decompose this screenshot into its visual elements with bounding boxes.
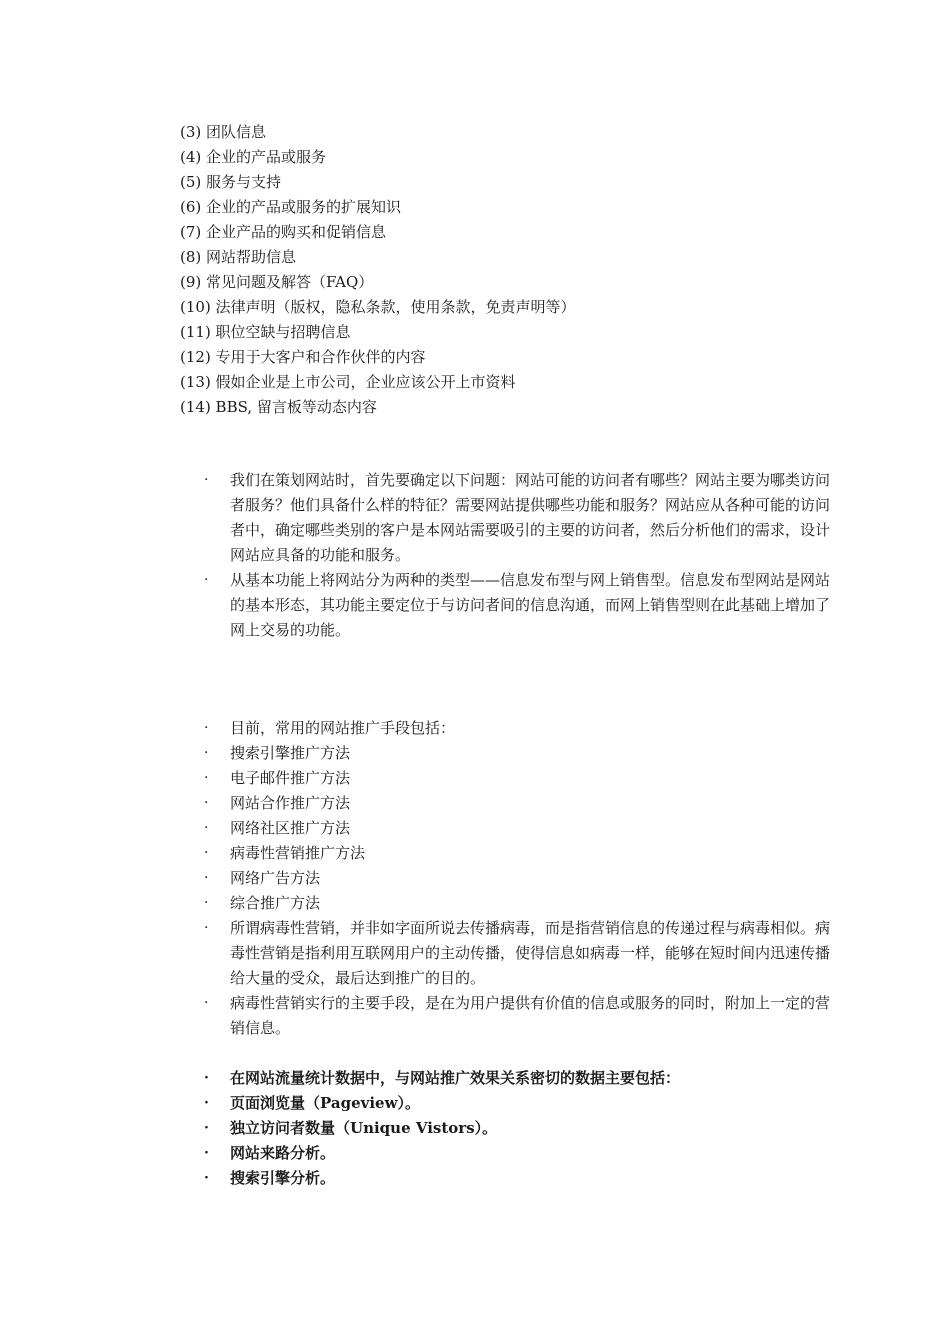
- bullet-text: 页面浏览量（Pageview）。: [230, 1094, 420, 1112]
- numbered-item: (10) 法律声明（版权，隐私条款，使用条款，免责声明等）: [180, 298, 576, 316]
- bullet-item: [204, 468, 840, 568]
- bullet-item: [204, 1116, 840, 1141]
- bullet-text: 网站来路分析。: [230, 1144, 336, 1162]
- numbered-item: (11) 职位空缺与招聘信息: [180, 323, 351, 341]
- bullet-text: 网络广告方法: [230, 869, 321, 887]
- numbered-item: (3) 团队信息: [180, 123, 267, 141]
- bullet-icon: ·: [204, 795, 209, 811]
- bullet-icon: ·: [204, 1070, 209, 1086]
- bullet-item: [204, 1141, 840, 1166]
- bullet-text: 网络社区推广方法: [230, 819, 351, 837]
- bullet-text: 网站合作推广方法: [230, 794, 351, 812]
- bullet-icon: ·: [204, 845, 209, 861]
- website-planning-bullets: [204, 468, 840, 643]
- promotion-methods-bullets: [204, 716, 840, 1041]
- bullet-icon: ·: [204, 1120, 209, 1136]
- bullet-text: 在网站流量统计数据中，与网站推广效果关系密切的数据主要包括：: [230, 1069, 681, 1087]
- numbered-item: (14) BBS, 留言板等动态内容: [180, 398, 377, 416]
- bullet-item: [204, 1066, 840, 1091]
- bullet-text: 所谓病毒性营销，并非如字面所说去传播病毒，而是指营销信息的传递过程与病毒相似。病毒性营销是指利用互联网用户的主动传播，使得信息如病毒一样，能够在短时间内迅速传播给大量的受众，最后达到推广的目的。: [230, 919, 831, 987]
- bullet-text: 从基本功能上将网站分为两种的类型——信息发布型与网上销售型。信息发布型网站是网站的基本形态，其功能主要定位于与访问者间的信息沟通，而网上销售型则在此基础上增加了网上交易的功能。: [230, 571, 831, 639]
- bullet-text: 搜索引擎推广方法: [230, 744, 351, 762]
- bullet-icon: ·: [204, 770, 209, 786]
- bullet-item: [204, 791, 840, 816]
- bullet-icon: ·: [204, 720, 209, 736]
- bullet-text: 综合推广方法: [230, 894, 321, 912]
- numbered-item: (8) 网站帮助信息: [180, 248, 297, 266]
- bullet-icon: ·: [204, 1145, 209, 1161]
- numbered-item: (9) 常见问题及解答（FAQ）: [180, 273, 374, 291]
- bullet-text: 我们在策划网站时，首先要确定以下问题：网站可能的访问者有哪些？网站主要为哪类访问者服务？他们具备什么样的特征？需要网站提供哪些功能和服务？网站应从各种可能的访问者中，确定哪些类别的客户是本网站需要吸引的主要的访问者，然后分析他们的需求，设计网站应具备的功能和服务。: [230, 471, 831, 564]
- bullet-icon: ·: [204, 820, 209, 836]
- bullet-item: [204, 1166, 840, 1191]
- bullet-icon: ·: [204, 895, 209, 911]
- bullet-text: 独立访问者数量（Unique Vistors）。: [230, 1119, 498, 1137]
- traffic-stats-bullets: [204, 1066, 840, 1191]
- bullet-icon: ·: [204, 745, 209, 761]
- numbered-item: (12) 专用于大客户和合作伙伴的内容: [180, 348, 426, 366]
- bullet-item: [204, 568, 840, 643]
- numbered-item: (6) 企业的产品或服务的扩展知识: [180, 198, 402, 216]
- bullet-icon: ·: [204, 995, 209, 1011]
- bullet-text: 搜索引擎分析。: [230, 1169, 336, 1187]
- bullet-icon: ·: [204, 1170, 209, 1186]
- bullet-icon: ·: [204, 870, 209, 886]
- numbered-list: [180, 120, 840, 420]
- bullet-item: [204, 816, 840, 841]
- numbered-item: (13) 假如企业是上市公司，企业应该公开上市资料: [180, 373, 516, 391]
- bullet-item: [204, 891, 840, 916]
- bullet-text: 病毒性营销实行的主要手段，是在为用户提供有价值的信息或服务的同时，附加上一定的营销信息。: [230, 994, 831, 1037]
- bullet-item: [204, 741, 840, 766]
- numbered-item: (7) 企业产品的购买和促销信息: [180, 223, 387, 241]
- bullet-item: [204, 991, 840, 1041]
- bullet-text: 病毒性营销推广方法: [230, 844, 366, 862]
- numbered-item: (5) 服务与支持: [180, 173, 282, 191]
- bullet-icon: ·: [204, 472, 209, 488]
- bullet-text: 目前，常用的网站推广手段包括：: [230, 719, 456, 737]
- bullet-item: [204, 916, 840, 991]
- bullet-item: [204, 1091, 840, 1116]
- bullet-item: [204, 866, 840, 891]
- bullet-item: [204, 841, 840, 866]
- bullet-item: [204, 766, 840, 791]
- numbered-item: (4) 企业的产品或服务: [180, 148, 327, 166]
- bullet-item: [204, 716, 840, 741]
- bullet-icon: ·: [204, 1095, 209, 1111]
- bullet-icon: ·: [204, 920, 209, 936]
- bullet-text: 电子邮件推广方法: [230, 769, 351, 787]
- bullet-icon: ·: [204, 572, 209, 588]
